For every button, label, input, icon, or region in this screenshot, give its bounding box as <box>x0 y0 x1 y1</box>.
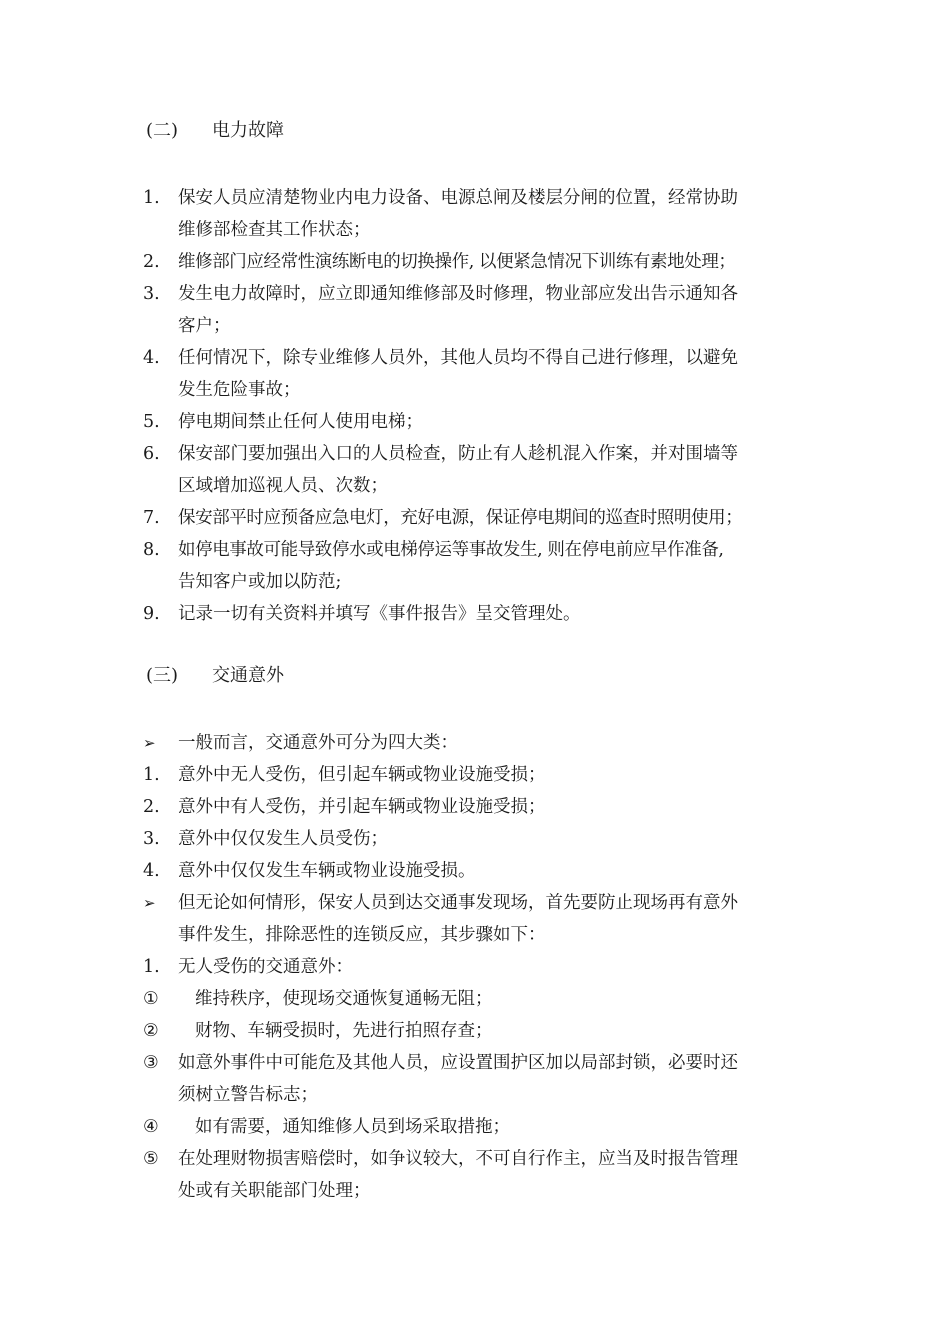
section-title: 交通意外 <box>212 665 284 686</box>
list-text: 停电期间禁止任何人使用电梯； <box>178 412 423 432</box>
section-title: 电力故障 <box>212 120 284 141</box>
sub-list-text: 维持秩序，使现场交通恢复通畅无阻； <box>195 989 493 1009</box>
list-marker: 1. <box>143 957 160 977</box>
list-text: 发生电力故障时，应立即通知维修部及时修理，物业部应发出告示通知各 <box>178 284 738 304</box>
list-marker: 1. <box>143 765 160 785</box>
list-marker: 6. <box>143 444 160 464</box>
list-marker: 2. <box>143 252 160 272</box>
list-text: 保安人员应清楚物业内电力设备、电源总闸及楼层分闸的位置，经常协助 <box>178 188 738 208</box>
sub-list-text: 财物、车辆受损时，先进行拍照存查； <box>195 1021 493 1041</box>
list-text: 保安部门要加强出入口的人员检查，防止有人趁机混入作案，并对围墙等 <box>178 444 738 464</box>
list-text: 客户； <box>178 316 231 336</box>
list-text: 意外中仅仅发生车辆或物业设施受损。 <box>178 861 476 881</box>
arrow-bullet-icon: ➢ <box>143 894 156 912</box>
list-text: 无人受伤的交通意外： <box>178 957 353 977</box>
list-text: 维修部检查其工作状态； <box>178 220 371 240</box>
list-text: 记录一切有关资料并填写《事件报告》呈交管理处。 <box>178 604 581 624</box>
list-text: 告知客户或加以防范; <box>178 572 342 592</box>
sub-list-text: 如有需要，通知维修人员到场采取措拖； <box>195 1117 510 1137</box>
list-marker: 4. <box>143 348 160 368</box>
list-marker: 9. <box>143 604 160 624</box>
arrow-bullet-icon: ➢ <box>143 734 156 752</box>
list-marker: 8. <box>143 540 160 560</box>
list-text: 如停电事故可能导致停水或电梯停运等事故发生, 则在停电前应早作准备, <box>178 540 724 560</box>
circled-number-marker: ① <box>143 989 159 1009</box>
list-marker: 7. <box>143 508 160 528</box>
sub-list-text: 处或有关职能部门处理； <box>178 1181 371 1201</box>
list-text: 意外中有人受伤，并引起车辆或物业设施受损； <box>178 797 546 817</box>
sub-list-text: 须树立警告标志； <box>178 1085 318 1105</box>
list-text: 区域增加巡视人员、次数； <box>178 476 388 496</box>
list-marker: 5. <box>143 412 160 432</box>
list-marker: 3. <box>143 284 160 304</box>
list-marker: 4. <box>143 861 160 881</box>
sub-list-text: 如意外事件中可能危及其他人员，应设置围护区加以局部封锁，必要时还 <box>178 1053 738 1073</box>
section-heading-traffic-accident <box>146 663 284 689</box>
section-number: (三) <box>146 665 179 686</box>
section-number: (二) <box>146 120 179 141</box>
circled-number-marker: ④ <box>143 1117 159 1137</box>
list-text: 任何情况下，除专业维修人员外，其他人员均不得自己进行修理，以避免 <box>178 348 738 368</box>
list-text: 维修部门应经常性演练断电的切换操作, 以便紧急情况下训练有素地处理； <box>178 252 736 272</box>
list-text: 意外中仅仅发生人员受伤； <box>178 829 388 849</box>
bullet-text: 事件发生，排除恶性的连锁反应，其步骤如下： <box>178 925 546 945</box>
section-heading-power-failure <box>146 118 284 144</box>
list-marker: 3. <box>143 829 160 849</box>
circled-number-marker: ② <box>143 1021 159 1041</box>
sub-list-text: 在处理财物损害赔偿时，如争议较大，不可自行作主，应当及时报告管理 <box>178 1149 738 1169</box>
list-marker: 1. <box>143 188 160 208</box>
list-text: 保安部平时应预备应急电灯，充好电源，保证停电期间的巡查时照明使用； <box>178 508 743 528</box>
list-marker: 2. <box>143 797 160 817</box>
bullet-text: 但无论如何情形，保安人员到达交通事发现场，首先要防止现场再有意外 <box>178 893 738 913</box>
bullet-text: 一般而言，交通意外可分为四大类： <box>178 733 458 753</box>
list-text: 意外中无人受伤，但引起车辆或物业设施受损； <box>178 765 546 785</box>
list-text: 发生危险事故； <box>178 380 301 400</box>
circled-number-marker: ⑤ <box>143 1149 159 1169</box>
circled-number-marker: ③ <box>143 1053 159 1073</box>
